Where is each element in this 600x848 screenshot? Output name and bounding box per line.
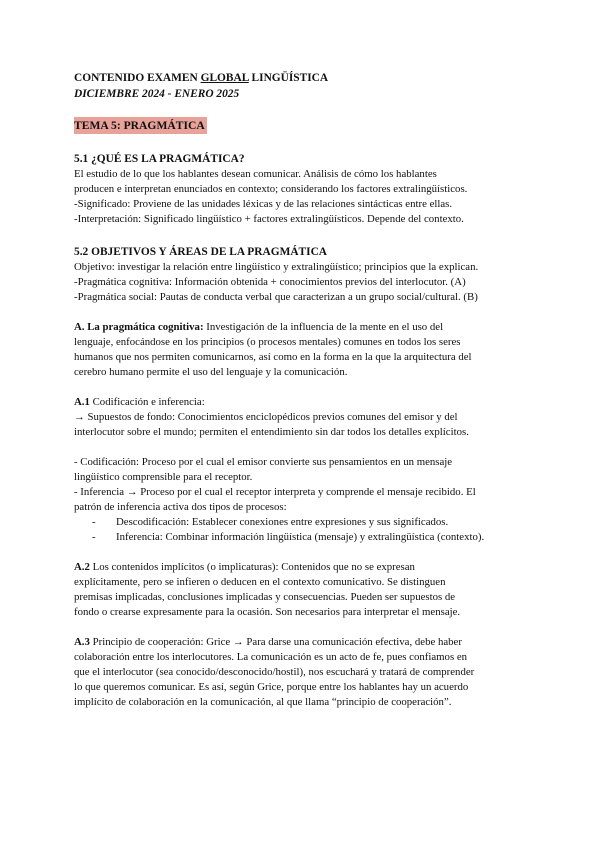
- text-line: que el interlocutor (sea conocido/desconocido/hostil), nos escuchará y tratará de comprender: [74, 666, 475, 678]
- paragraph-a: [74, 320, 526, 380]
- dash-list: [74, 515, 526, 545]
- section-body-5-2: [74, 260, 526, 305]
- paragraph-number: A.1: [74, 396, 90, 408]
- paragraph-a2: [74, 560, 526, 620]
- text-line: lingüístico comprensible para el receptor.: [74, 471, 253, 483]
- document-title: CONTENIDO EXAMEN GLOBAL LINGÜÍSTICA: [74, 72, 329, 84]
- text-line: A.1 Codificación e inferencia:: [74, 396, 205, 408]
- section-heading-5-2: 5.2 OBJETIVOS Y ÁREAS DE LA PRAGMÁTICA: [74, 246, 328, 258]
- section-body-5-1: [74, 167, 526, 227]
- section-heading-5-1: 5.1 ¿QUÉ ES LA PRAGMÁTICA?: [74, 153, 245, 165]
- text-line: A. La pragmática cognitiva: Investigación de la influencia de la mente en el uso del: [74, 321, 444, 333]
- text-line: cerebro humano permite el uso del lenguaje y la comunicación.: [74, 366, 348, 378]
- text-line: El estudio de lo que los hablantes desean comunicar. Análisis de cómo los hablantes: [74, 168, 437, 180]
- paragraph-a3: [74, 635, 526, 710]
- text-line: Objetivo: investigar la relación entre lingüístico y extralingüístico; principios que la explican.: [74, 261, 479, 273]
- topic-heading-highlighted: TEMA 5: PRAGMÁTICA: [74, 119, 205, 132]
- text-line: lenguaje, enfocándose en los principios (o procesos mentales) comunes en todos los seres: [74, 336, 461, 348]
- text-line: fondo o crearse expresamente para la ocasión. Son necesarios para interpretar el mensaje.: [74, 606, 461, 618]
- text-line: humanos que nos permiten comunicarnos, así como en la forma en la que la arquitectura del: [74, 351, 472, 363]
- text-line: lo que queremos comunicar. Es así, según Grice, porque entre los hablantes hay un acuerdo: [74, 681, 469, 693]
- text-line: A.2 Los contenidos implícitos (o implicaturas): Contenidos que no se expresan: [74, 561, 415, 573]
- paragraph-a1: [74, 395, 526, 545]
- text-line: premisas implicadas, conclusiones implicadas y consecuencias. Pueden ser supuestos de: [74, 591, 456, 603]
- text-line: interlocutor sobre el mundo; permiten el entendimiento sin dar todos los detalles explícitos.: [74, 426, 469, 438]
- text-line: colaboración entre los interlocutores. La comunicación es un acto de fe, pues confiamos en: [74, 651, 468, 663]
- text-line: implícito de colaboración en la comunicación, al que llama “principio de cooperación”.: [74, 696, 452, 708]
- text-line: patrón de inferencia activa dos tipos de procesos:: [74, 501, 287, 513]
- text-line: - Inferencia → Proceso por el cual el receptor interpreta y comprende el mensaje recibido. El: [74, 486, 476, 498]
- paragraph-number: A.2: [74, 561, 90, 573]
- text-line: → Supuestos de fondo: Conocimientos enciclopédicos previos comunes del emisor y del: [74, 411, 458, 423]
- paragraph-number: A.3: [74, 636, 90, 648]
- text-line: -Interpretación: Significado lingüístico + factores extralingüísticos. Depende del contexto.: [74, 213, 464, 225]
- list-item: - Descodificación: Establecer conexiones entre expresiones y sus significados.: [92, 515, 526, 530]
- text-line: -Pragmática cognitiva: Información obtenida + conocimientos previos del interlocutor. (A): [74, 276, 466, 288]
- text-line: producen e interpretan enunciados en contexto; considerando los factores extralingüísticos.: [74, 183, 468, 195]
- list-item: - Inferencia: Combinar información lingüística (mensaje) y extralingüística (contexto).: [92, 530, 526, 545]
- text-line: -Significado: Proviene de las unidades léxicas y de las relaciones sintácticas entre ellas.: [74, 198, 453, 210]
- paragraph-lead: A. La pragmática cognitiva:: [74, 321, 204, 333]
- document-page: [74, 70, 526, 710]
- text-line: A.3 Principio de cooperación: Grice → Para darse una comunicación efectiva, debe haber: [74, 636, 462, 648]
- text-line: -Pragmática social: Pautas de conducta verbal que caracterizan a un grupo social/cultural. (B): [74, 291, 478, 303]
- document-subtitle: DICIEMBRE 2024 - ENERO 2025: [74, 88, 240, 100]
- underlined-word: GLOBAL: [200, 72, 249, 84]
- text-line: - Codificación: Proceso por el cual el emisor convierte sus pensamientos en un mensaje: [74, 456, 453, 468]
- text-line: explícitamente, pero se infieren o deducen en el contexto comunicativo. Se distinguen: [74, 576, 446, 588]
